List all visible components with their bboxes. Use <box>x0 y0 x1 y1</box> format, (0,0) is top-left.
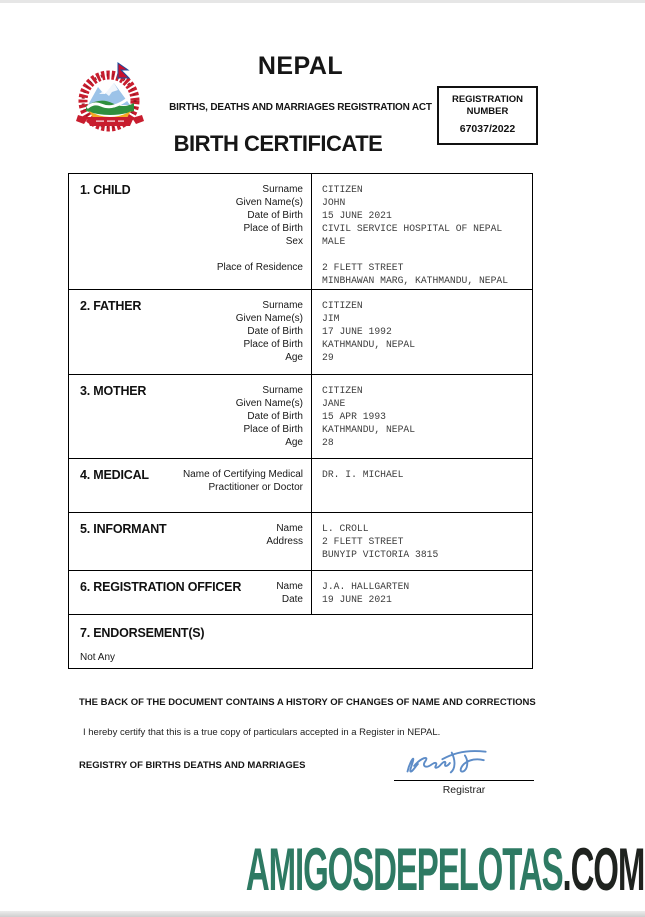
section-left-cell <box>69 290 312 374</box>
field-label <box>217 248 303 261</box>
section-left-cell <box>69 571 312 614</box>
field-label <box>266 548 303 561</box>
scan-bottom-edge <box>0 911 645 917</box>
field-value: JANE <box>322 398 346 409</box>
registration-label-line1: REGISTRATION <box>451 94 524 105</box>
field-value: 29 <box>322 352 334 363</box>
field-labels-column <box>183 468 303 512</box>
field-value: 2 FLETT STREET <box>322 262 404 273</box>
field-value: MINBHAWAN MARG, KATHMANDU, NEPAL <box>322 275 509 286</box>
field-label: Place of Residence <box>216 262 303 273</box>
field-label: Age <box>285 437 303 448</box>
field-value: KATHMANDU, NEPAL <box>322 424 416 435</box>
section-title: 4. MEDICAL <box>80 468 149 482</box>
section-title: 7. ENDORSEMENT(S) <box>80 626 205 640</box>
field-value: 28 <box>322 437 334 448</box>
certificate-title: BIRTH CERTIFICATE <box>173 131 383 156</box>
field-value: 15 JUNE 2021 <box>322 210 392 221</box>
section-title: 2. FATHER <box>80 299 142 313</box>
field-value: L. CROLL <box>322 523 369 534</box>
section-row <box>69 375 532 459</box>
field-label: Place of Birth <box>243 424 303 435</box>
field-labels-column <box>236 384 303 458</box>
registry-name: REGISTRY OF BIRTHS DEATHS AND MARRIAGES <box>79 760 306 771</box>
field-value: 2 FLETT STREET <box>322 536 404 547</box>
section-values-cell <box>312 571 532 614</box>
registration-act-line: BIRTHS, DEATHS AND MARRIAGES REGISTRATION ACT <box>169 102 432 113</box>
field-label <box>217 274 303 287</box>
field-labels-column <box>276 580 303 614</box>
field-label: Address <box>266 536 303 547</box>
field-label: Given Name(s) <box>235 398 303 409</box>
field-label: Given Name(s) <box>235 313 303 324</box>
field-value: 17 JUNE 1992 <box>322 326 392 337</box>
section-values-cell <box>312 459 532 512</box>
field-value: BUNYIP VICTORIA 3815 <box>322 549 439 560</box>
field-label: Name of Certifying Medical <box>182 469 303 480</box>
field-value <box>322 248 526 261</box>
registrar-signature-icon <box>396 747 500 779</box>
field-label: Date of Birth <box>247 411 303 422</box>
field-label: Name <box>276 523 303 534</box>
field-labels-column <box>217 183 303 289</box>
field-value: DR. I. MICHAEL <box>322 469 404 480</box>
field-value: CIVIL SERVICE HOSPITAL OF NEPAL <box>322 223 503 234</box>
field-label: Surname <box>262 385 303 396</box>
field-value: JIM <box>322 313 340 324</box>
section-left-cell <box>69 513 312 570</box>
field-value: JOHN <box>322 197 346 208</box>
field-label: Age <box>285 352 303 363</box>
field-label: Date of Birth <box>247 210 303 221</box>
field-label: Sex <box>285 236 303 247</box>
section-row <box>69 459 532 513</box>
field-value: 15 APR 1993 <box>322 411 386 422</box>
field-value: CITIZEN <box>322 184 363 195</box>
field-value: CITIZEN <box>322 385 363 396</box>
field-label: Date <box>281 594 303 605</box>
section-left-cell <box>69 459 312 512</box>
section-left-cell <box>69 174 312 289</box>
registration-label-line2: NUMBER <box>466 105 509 117</box>
section-note: Not Any <box>80 652 116 663</box>
section-title: 3. MOTHER <box>80 384 147 398</box>
field-label: Place of Birth <box>243 223 303 234</box>
field-value: J.A. HALLGARTEN <box>322 581 410 592</box>
certify-statement: I hereby certify that this is a true copy of particulars accepted in a Register in NEPAL. <box>83 727 441 738</box>
section-title: 5. INFORMANT <box>80 522 167 536</box>
section-row <box>69 290 532 375</box>
country-title: NEPAL <box>257 52 344 80</box>
section-row <box>69 571 532 615</box>
field-value: CITIZEN <box>322 300 363 311</box>
section-values-cell <box>312 290 532 374</box>
field-label: Place of Birth <box>243 339 303 350</box>
field-label: Date of Birth <box>247 326 303 337</box>
section-row <box>69 513 532 571</box>
watermark-tld: .COM <box>562 836 644 903</box>
section-left-cell <box>69 375 312 458</box>
field-label: Surname <box>262 300 303 311</box>
field-value: MALE <box>322 236 346 247</box>
field-labels-column <box>236 299 303 374</box>
registration-number: 67037/2022 <box>459 123 516 135</box>
section-row <box>69 174 532 290</box>
site-watermark <box>246 835 644 904</box>
signature-caption: Registrar <box>442 784 486 796</box>
field-label: Given Name(s) <box>235 197 303 208</box>
scan-top-edge <box>0 0 645 3</box>
section-title: 6. REGISTRATION OFFICER <box>80 580 242 594</box>
field-label: Name <box>276 581 303 592</box>
certificate-table <box>68 173 533 669</box>
field-value: KATHMANDU, NEPAL <box>322 339 416 350</box>
section-title: 1. CHILD <box>80 183 131 197</box>
section-values-cell <box>312 375 532 458</box>
section-values-cell <box>312 513 532 570</box>
field-label: Surname <box>262 184 303 195</box>
section-row <box>69 615 532 668</box>
signature-line <box>394 780 534 781</box>
field-labels-column <box>266 522 303 570</box>
field-value: 19 JUNE 2021 <box>322 594 392 605</box>
section-values-cell <box>312 174 532 289</box>
back-of-document-note: THE BACK OF THE DOCUMENT CONTAINS A HISTORY OF CHANGES OF NAME AND CORRECTIONS <box>79 697 536 708</box>
field-label: Practitioner or Doctor <box>208 482 303 493</box>
watermark-brand: AMIGOSDEPELOTAS <box>245 836 563 903</box>
